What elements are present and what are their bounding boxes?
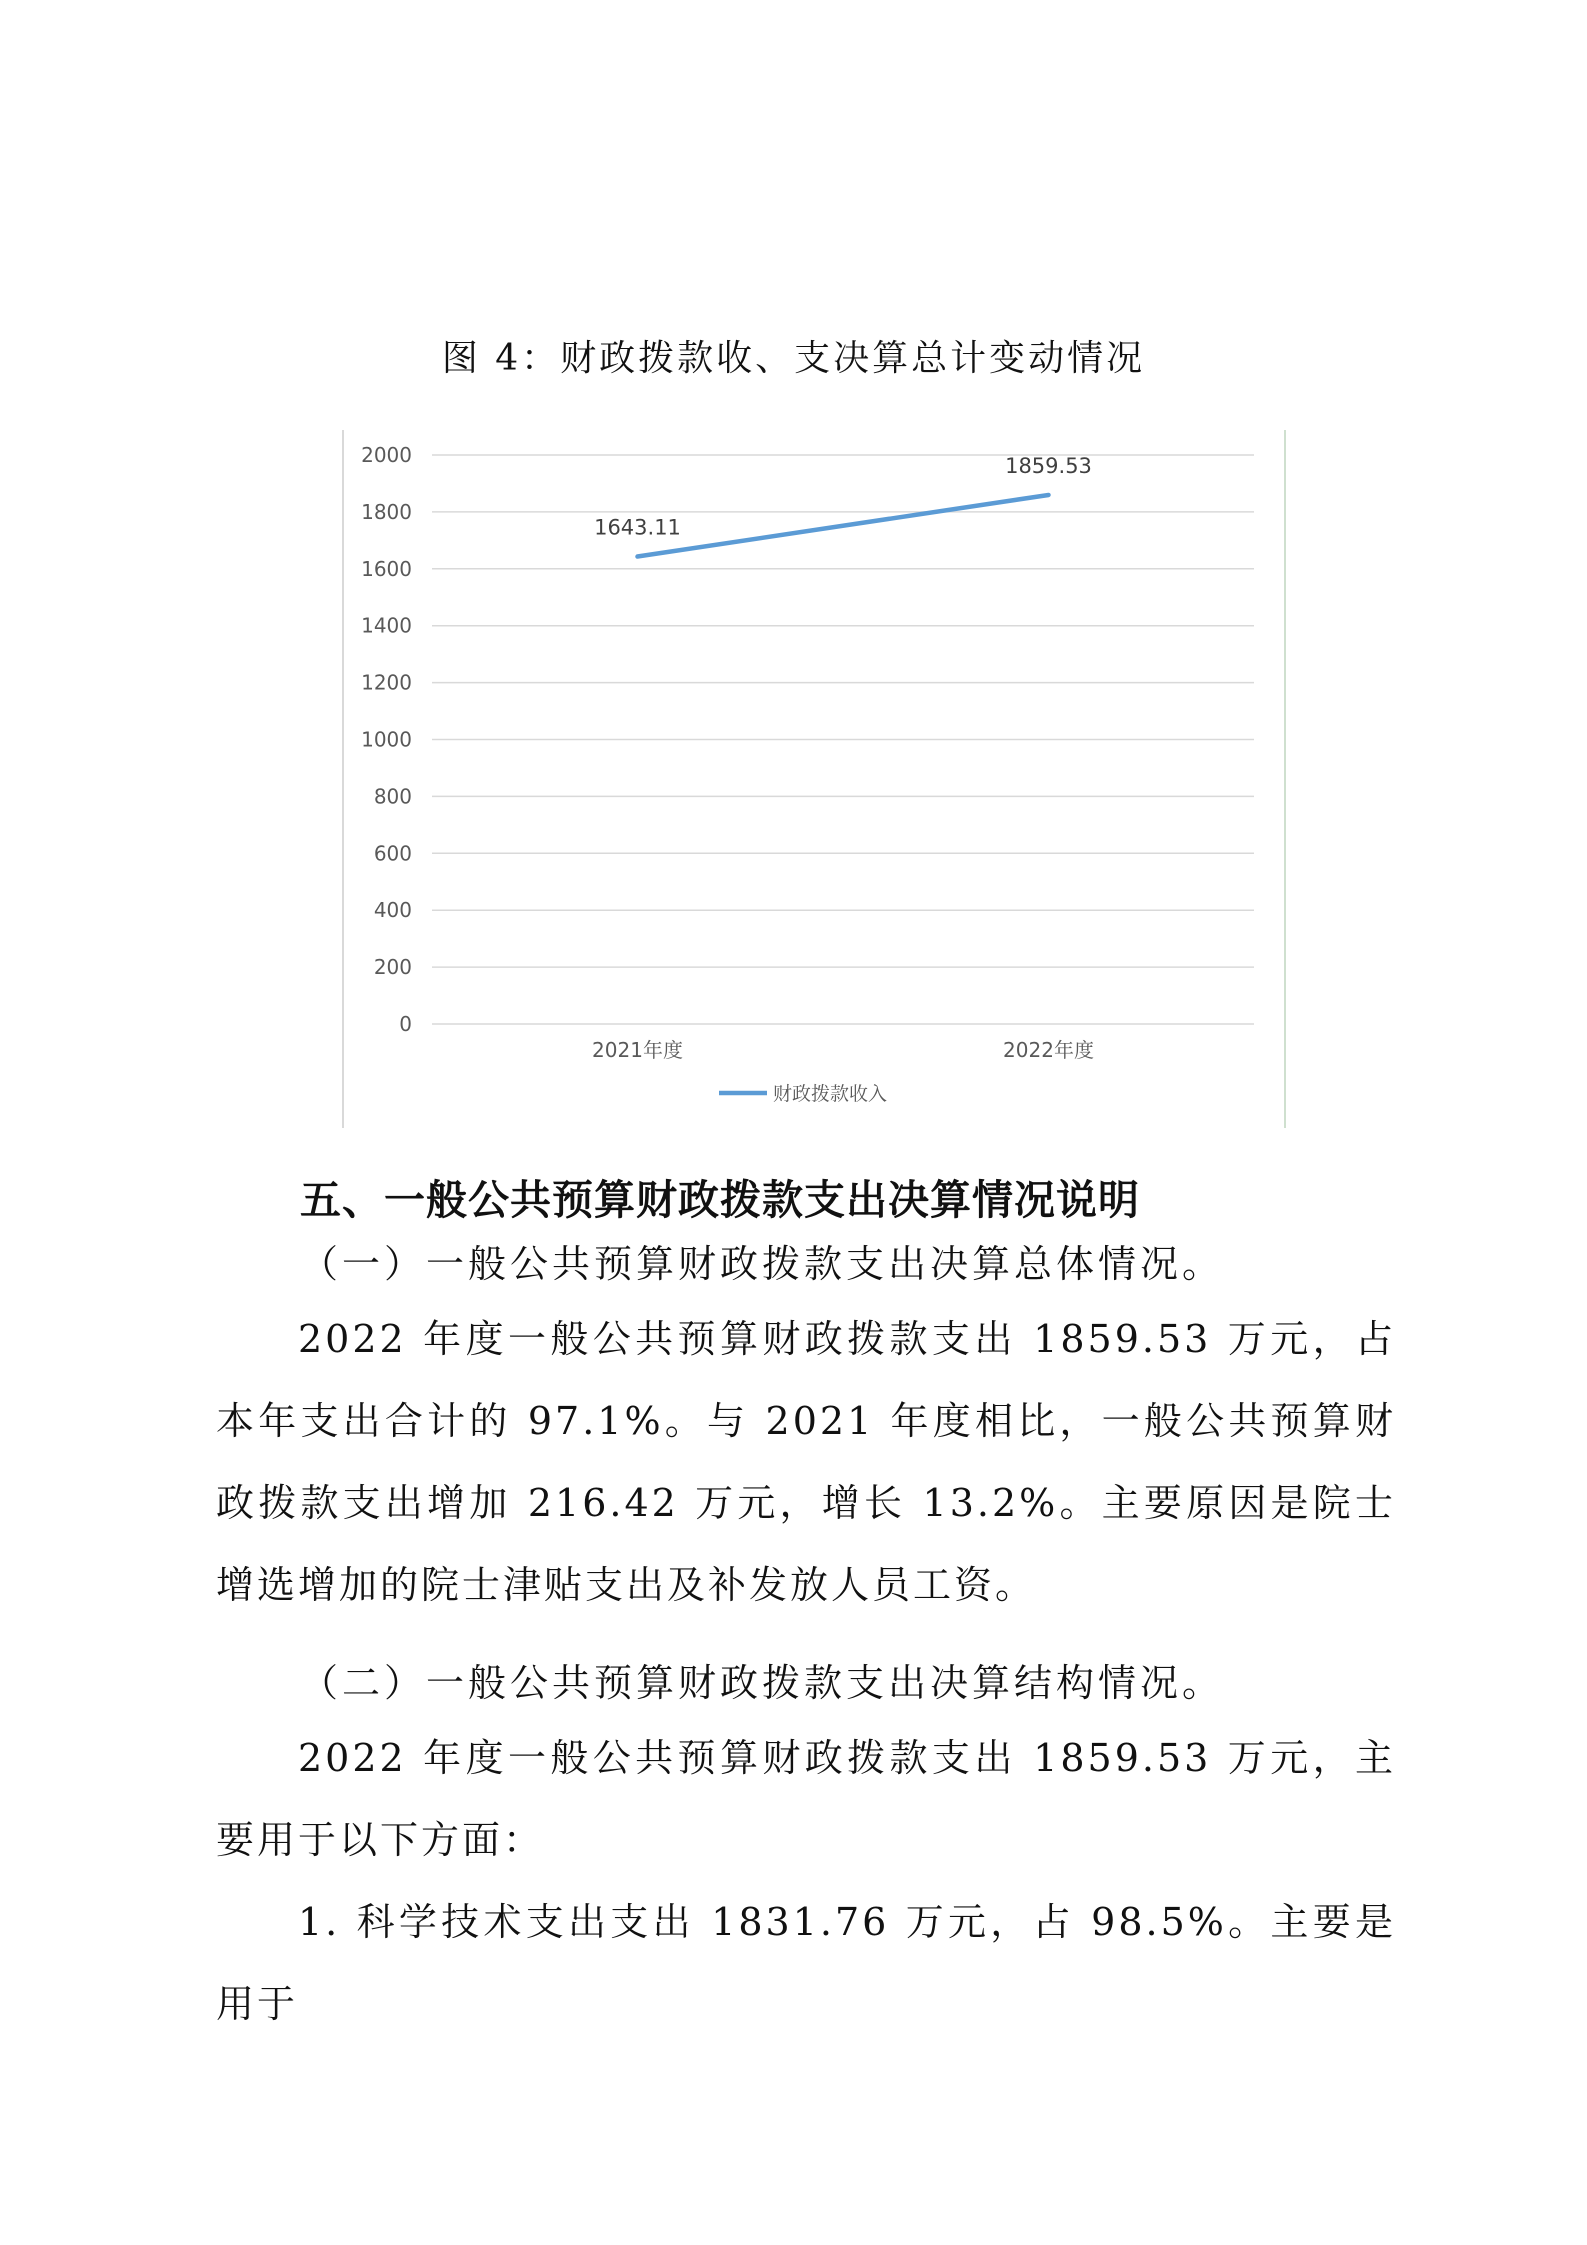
y-tick-label: 0 [399,1012,412,1036]
y-tick-label: 1600 [361,556,412,581]
data-label: 1643.11 [594,515,681,540]
y-tick-label: 1800 [361,499,412,524]
chart-svg [344,430,1284,1128]
section-heading: 五、一般公共预算财政拨款支出决算情况说明 [300,1176,1140,1224]
paragraph-structure [216,1717,1396,1881]
x-tick-label: 2021年度 [592,1038,683,1062]
paragraph-overall [216,1298,1396,1626]
y-tick-label: 1400 [361,613,412,638]
y-tick-label: 600 [373,841,412,866]
series-line [638,495,1049,557]
paragraph-science [216,1881,1396,2045]
data-label: 1859.53 [1005,453,1092,478]
paragraph-science-text: 1. 科学技术支出支出 1831.76 万元，占 98.5%。主要是用于 [216,1900,1396,2026]
paragraph-overall-text: 2022 年度一般公共预算财政拨款支出 1859.53 万元，占本年支出合计的 97.1%。与 2021 年度相比，一般公共预算财政拨款支出增加 216.42 万元，增长 13.2%。主要原因是院士增选增加的院士津贴支出及补发放人员工资。 [216,1317,1396,1607]
y-tick-label: 800 [373,784,412,809]
y-tick-label: 200 [373,955,412,980]
y-tick-label: 2000 [361,443,412,467]
subheading-structure: （二）一般公共预算财政拨款支出决算结构情况。 [300,1661,1225,1705]
legend-label: 财政拨款收入 [773,1083,888,1105]
subheading-overall: （一）一般公共预算财政拨款支出决算总体情况。 [300,1242,1225,1286]
y-tick-label: 400 [373,898,412,923]
line-chart [342,430,1286,1128]
paragraph-structure-text: 2022 年度一般公共预算财政拨款支出 1859.53 万元，主要用于以下方面： [216,1736,1396,1862]
x-tick-label: 2022年度 [1003,1038,1094,1062]
y-tick-label: 1200 [361,670,412,695]
figure-caption: 图 4：财政拨款收、支决算总计变动情况 [441,338,1146,379]
y-tick-label: 1000 [361,727,412,752]
